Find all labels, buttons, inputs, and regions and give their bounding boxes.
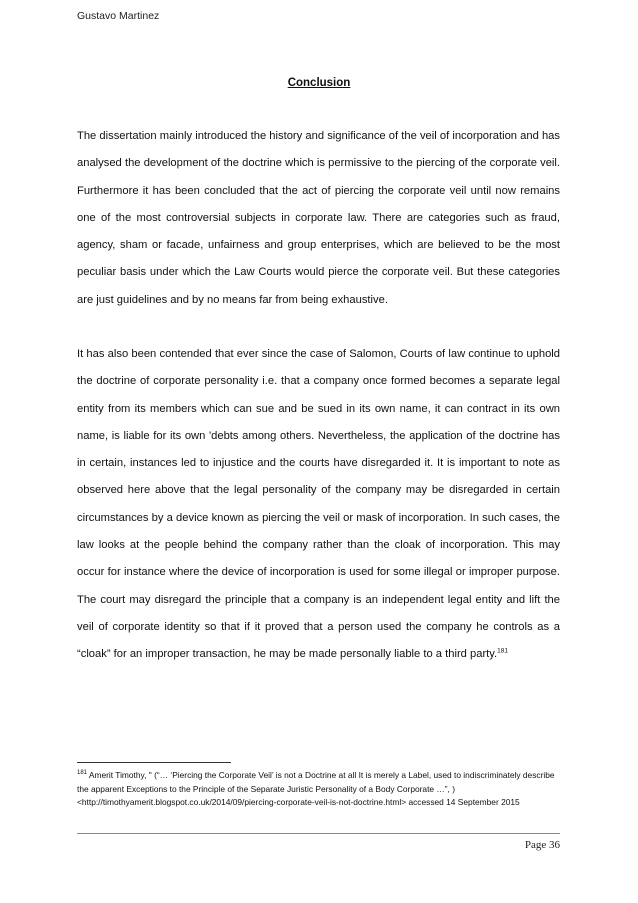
footer-rule (77, 833, 560, 834)
footnote (77, 769, 560, 810)
footnote-reference[interactable]: 181 (497, 647, 509, 655)
body-paragraph-2 (77, 341, 560, 669)
running-header-author: Gustavo Martinez (77, 10, 160, 22)
section-title: Conclusion (287, 77, 351, 89)
paragraph-1-text: The dissertation mainly introduced the history and significance of the veil of incorporation and has analysed the development of the doctrine which is permissive to the piercing of the corporate veil. Furthermore it has been concluded that the act of piercing the corporate veil until now remains one of the most controversial subjects in corporate law. There are categories such as fraud, agency, sham or facade, unfairness and group enterprises, which are believed to be the most peculiar basis under which the Law Courts would pierce the corporate veil. But these categories are just guidelines and by no means far from being exhaustive. (77, 130, 560, 306)
paragraph-2-text: It has also been contended that ever since the case of Salomon, Courts of law continue to uphold the doctrine of corporate personality i.e. that a company once formed becomes a separate legal entity from its members which can sue and be sued in its own name, it can contract in its own name, is liable for its own 'debts among others. Nevertheless, the application of the doctrine has in certain, instances led to injustice and the courts have disregarded it. It is important to note as observed here above that the legal personality of the company may be disregarded in certain circumstances by a device known as piercing the veil or mask of incorporation. In such cases, the law looks at the people behind the company rather than the cloak of incorporation. This may occur for instance where the device of incorporation is used for some illegal or improper purpose. The court may disregard the principle that a company is an independent legal entity and lift the veil of corporate identity so that if it proved that a person used the company he controls as a “cloak” for an improper transaction, he may be made personally liable to a third party. (77, 348, 560, 661)
footnote-text: Amerit Timothy, " (“… ‘Piercing the Corporate Veil’ is not a Doctrine at all It is merely a Label, used to indiscriminately describe the apparent Exceptions to the Principle of the Separate Juristic Personality of a Body Corporate …”, ) <http://timothyamerit.blogspot.co.uk/2014/09/piercing-corporate-veil-is-not-doctrine.html> accessed 14 September 2015 (77, 770, 555, 807)
body-paragraph-1 (77, 123, 560, 314)
page-number: Page 36 (524, 839, 560, 851)
footnote-separator (77, 762, 231, 763)
footnote-number: 181 (77, 770, 88, 777)
